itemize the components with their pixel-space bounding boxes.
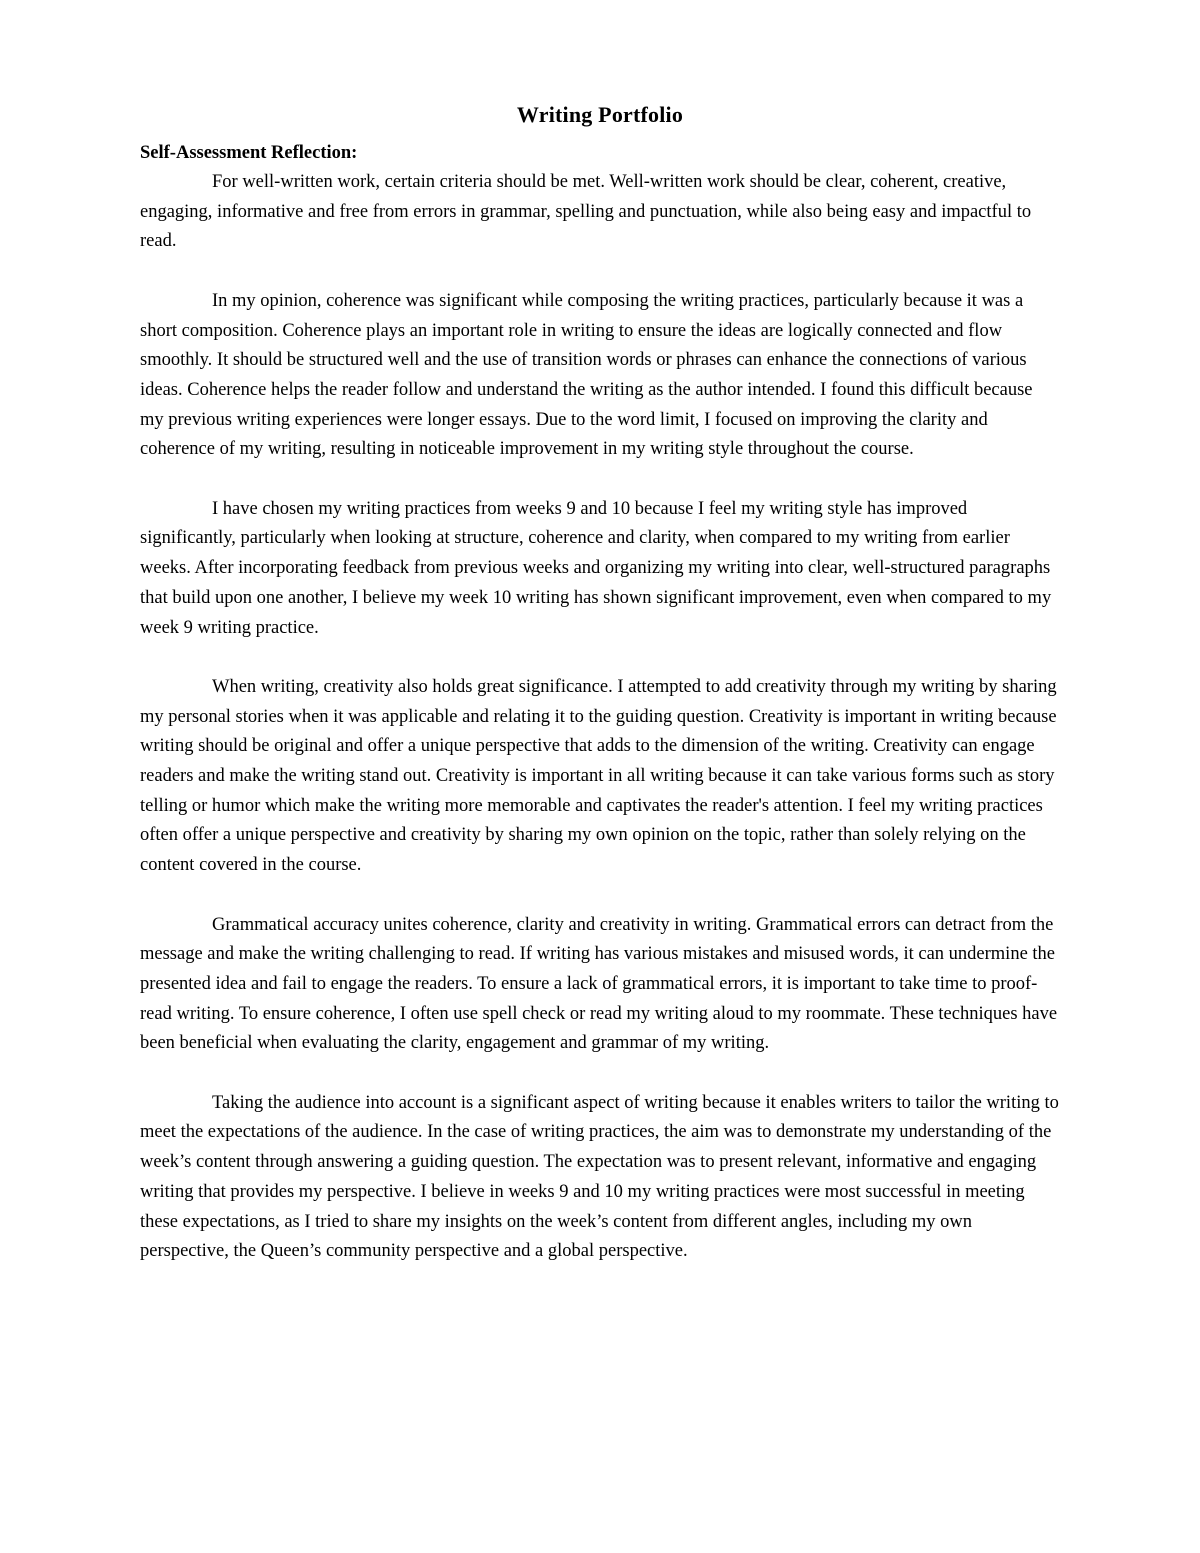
paragraph-creativity: When writing, creativity also holds great significance. I attempted to add creativity through my writing by sharing my personal stories when it was applicable and relating it to the guiding question. Creativity is important in writing because writing should be original and offer a unique perspective that adds to the dimension of the writing. Creativity can engage readers and make the writing stand out. Creativity is important in all writing because it can take various forms such as story telling or humor which make the writing more memorable and captivates the reader's attention. I feel my writing practices often offer a unique perspective and creativity by sharing my own opinion on the topic, rather than solely relying on the content covered in the course. [140, 676, 1057, 876]
document-title: Writing Portfolio [516, 102, 684, 127]
document-body [140, 100, 1060, 1267]
paragraph-grammar: Grammatical accuracy unites coherence, clarity and creativity in writing. Grammatical errors can detract from the message and make the writing challenging to read. If writing has various mistakes and misused words, it can undermine the presented idea and fail to engage the readers. To ensure a lack of grammatical errors, it is important to take time to proof-read writing. To ensure coherence, I often use spell check or read my writing aloud to my roommate. These techniques have been beneficial when evaluating the clarity, engagement and grammar of my writing. [140, 914, 1058, 1054]
paragraph-chosen-practices: I have chosen my writing practices from weeks 9 and 10 because I feel my writing style has improved significantly, particularly when looking at structure, coherence and clarity, when compared to my writing from earlier weeks. After incorporating feedback from previous weeks and organizing my writing into clear, well-structured paragraphs that build upon one another, I believe my week 10 writing has shown significant improvement, even when compared to my week 9 writing practice. [140, 498, 1052, 638]
paragraph-audience: Taking the audience into account is a significant aspect of writing because it enables writers to tailor the writing to meet the expectations of the audience. In the case of writing practices, the aim was to demonstrate my understanding of the week’s content through answering a guiding question. The expectation was to present relevant, informative and engaging writing that provides my perspective. I believe in weeks 9 and 10 my writing practices were most successful in meeting these expectations, as I tried to share my insights on the week’s content from different angles, including my own perspective, the Queen’s community perspective and a global perspective. [140, 1092, 1059, 1262]
paragraph-coherence: In my opinion, coherence was significant while composing the writing practices, particularly because it was a short composition. Coherence plays an important role in writing to ensure the ideas are logically connected and flow smoothly. It should be structured well and the use of transition words or phrases can enhance the connections of various ideas. Coherence helps the reader follow and understand the writing as the author intended. I found this difficult because my previous writing experiences were longer essays. Due to the word limit, I focused on improving the clarity and coherence of my writing, resulting in noticeable improvement in my writing style throughout the course. [140, 290, 1033, 460]
section-heading: Self-Assessment Reflection: [140, 143, 358, 163]
paragraph-criteria: For well-written work, certain criteria should be met. Well-written work should be clear, coherent, creative, engaging, informative and free from errors in grammar, spelling and punctuation, while also being easy and impactful to read. [140, 172, 1032, 252]
